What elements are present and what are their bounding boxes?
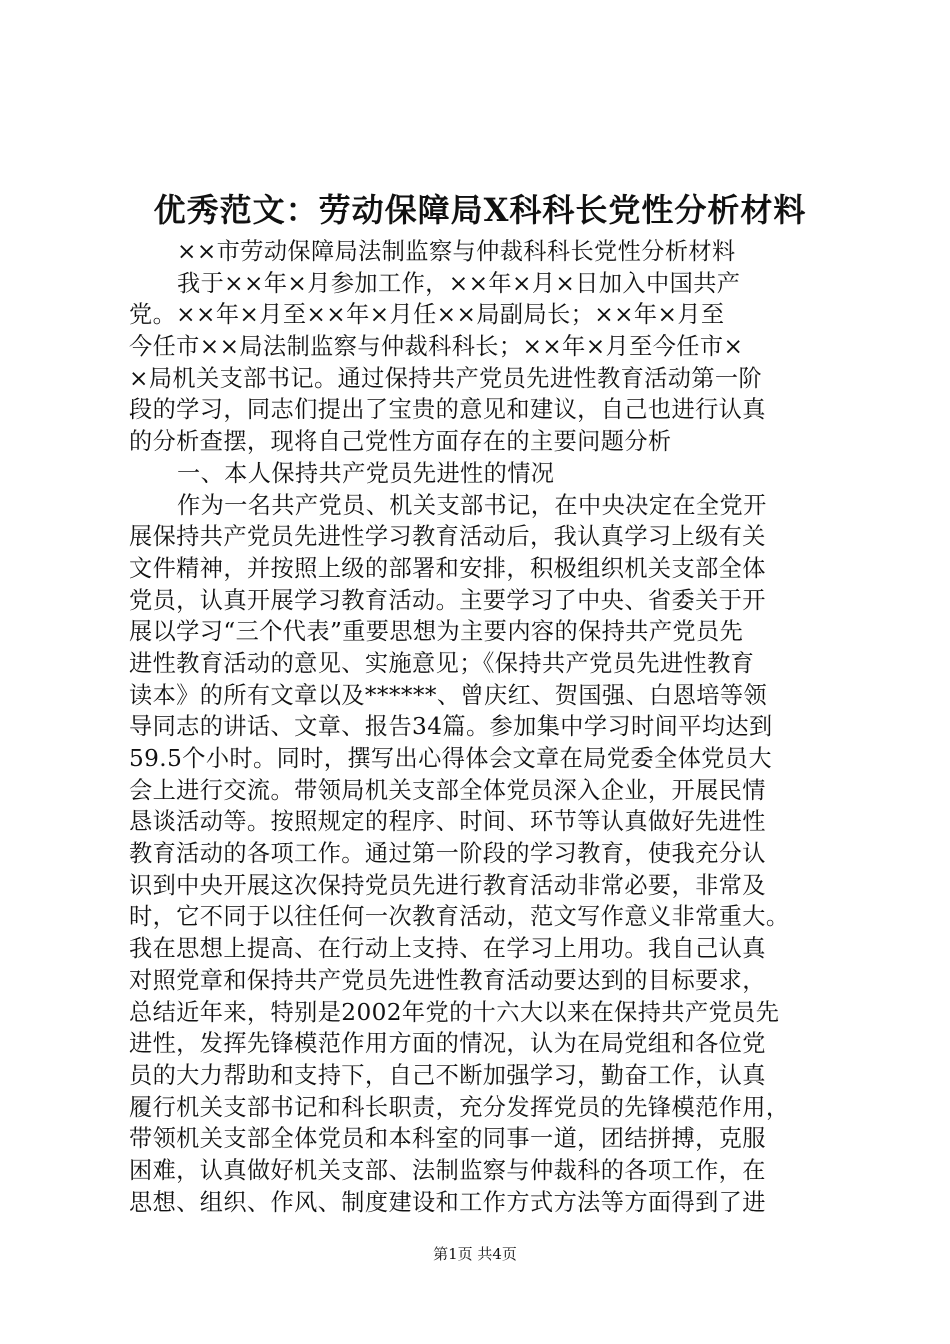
paragraph-line: 进性，发挥先锋模范作用方面的情况，认为在局党组和各位党 xyxy=(129,1030,766,1058)
paragraph-line: 展保持共产党员先进性学习教育活动后，我认真学习上级有关 xyxy=(129,523,766,551)
paragraph-line: 履行机关支部书记和科长职责，充分发挥党员的先锋模范作用， xyxy=(129,1093,790,1121)
paragraph-line: 段的学习，同志们提出了宝贵的意见和建议，自己也进行认真 xyxy=(129,396,766,424)
paragraph-line: 员的大力帮助和支持下，自己不断加强学习，勤奋工作，认真 xyxy=(129,1061,766,1089)
paragraph-line: 作为一名共产党员、机关支部书记，在中央决定在全党开 xyxy=(177,491,767,519)
paragraph-line: 困难，认真做好机关支部、法制监察与仲裁科的各项工作，在 xyxy=(129,1156,766,1184)
paragraph-line: 时，它不同于以往任何一次教育活动，范文写作意义非常重大。 xyxy=(129,903,790,931)
paragraph-line: 进性教育活动的意见、实施意见；《保持共产党员先进性教育 xyxy=(129,649,755,677)
paragraph-line: 党。××年×月至××年×月任××局副局长；××年×月至 xyxy=(129,301,725,329)
paragraph-line: 的分析查摆，现将自己党性方面存在的主要问题分析 xyxy=(129,428,672,456)
paragraph-line: 党员，认真开展学习教育活动。主要学习了中央、省委关于开 xyxy=(129,586,766,614)
paragraph-line: ×局机关支部书记。通过保持共产党员先进性教育活动第一阶 xyxy=(129,364,763,392)
page-footer: 第1页 共4页 xyxy=(433,1245,517,1263)
paragraph-line: 总结近年来，特别是2002年党的十六大以来在保持共产党员先 xyxy=(129,998,780,1026)
paragraph-line: 展以学习“三个代表”重要思想为主要内容的保持共产党员先 xyxy=(129,618,744,646)
paragraph-line: 带领机关支部全体党员和本科室的同事一道，团结拼搏，克服 xyxy=(129,1125,766,1153)
document-body xyxy=(129,236,835,1218)
paragraph-line: 会上进行交流。带领局机关支部全体党员深入企业，开展民情 xyxy=(129,776,766,804)
paragraph-line: 我在思想上提高、在行动上支持、在学习上用功。我自己认真 xyxy=(129,935,766,963)
paragraph-line: 恳谈活动等。按照规定的程序、时间、环节等认真做好先进性 xyxy=(129,808,766,836)
paragraph-line: 读本》的所有文章以及******、曾庆红、贺国强、白恩培等领 xyxy=(129,681,768,709)
paragraph-line: 文件精神，并按照上级的部署和安排，积极组织机关支部全体 xyxy=(129,554,766,582)
paragraph-line: 今任市××局法制监察与仲裁科科长；××年×月至今任市× xyxy=(129,333,744,361)
paragraph-line: 思想、组织、作风、制度建设和工作方式方法等方面得到了进 xyxy=(129,1188,766,1216)
document-title: 优秀范文：劳动保障局X科科长党性分析材料 xyxy=(153,191,807,229)
paragraph-line: 识到中央开展这次保持党员先进行教育活动非常必要，非常及 xyxy=(129,871,766,899)
paragraph-line: 59.5个小时。同时，撰写出心得体会文章在局党委全体党员大 xyxy=(129,745,772,772)
section-heading: 一、本人保持共产党员先进性的情况 xyxy=(177,459,555,487)
paragraph-line: 我于××年×月参加工作，××年×月×日加入中国共产 xyxy=(177,269,741,297)
paragraph-line: 对照党章和保持共产党员先进性教育活动要达到的目标要求， xyxy=(129,966,766,994)
subtitle-line: ××市劳动保障局法制监察与仲裁科科长党性分析材料 xyxy=(177,238,736,265)
paragraph-line: 导同志的讲话、文章、报告34篇。参加集中学习时间平均达到 xyxy=(129,713,773,741)
paragraph-line: 教育活动的各项工作。通过第一阶段的学习教育，使我充分认 xyxy=(129,840,766,868)
